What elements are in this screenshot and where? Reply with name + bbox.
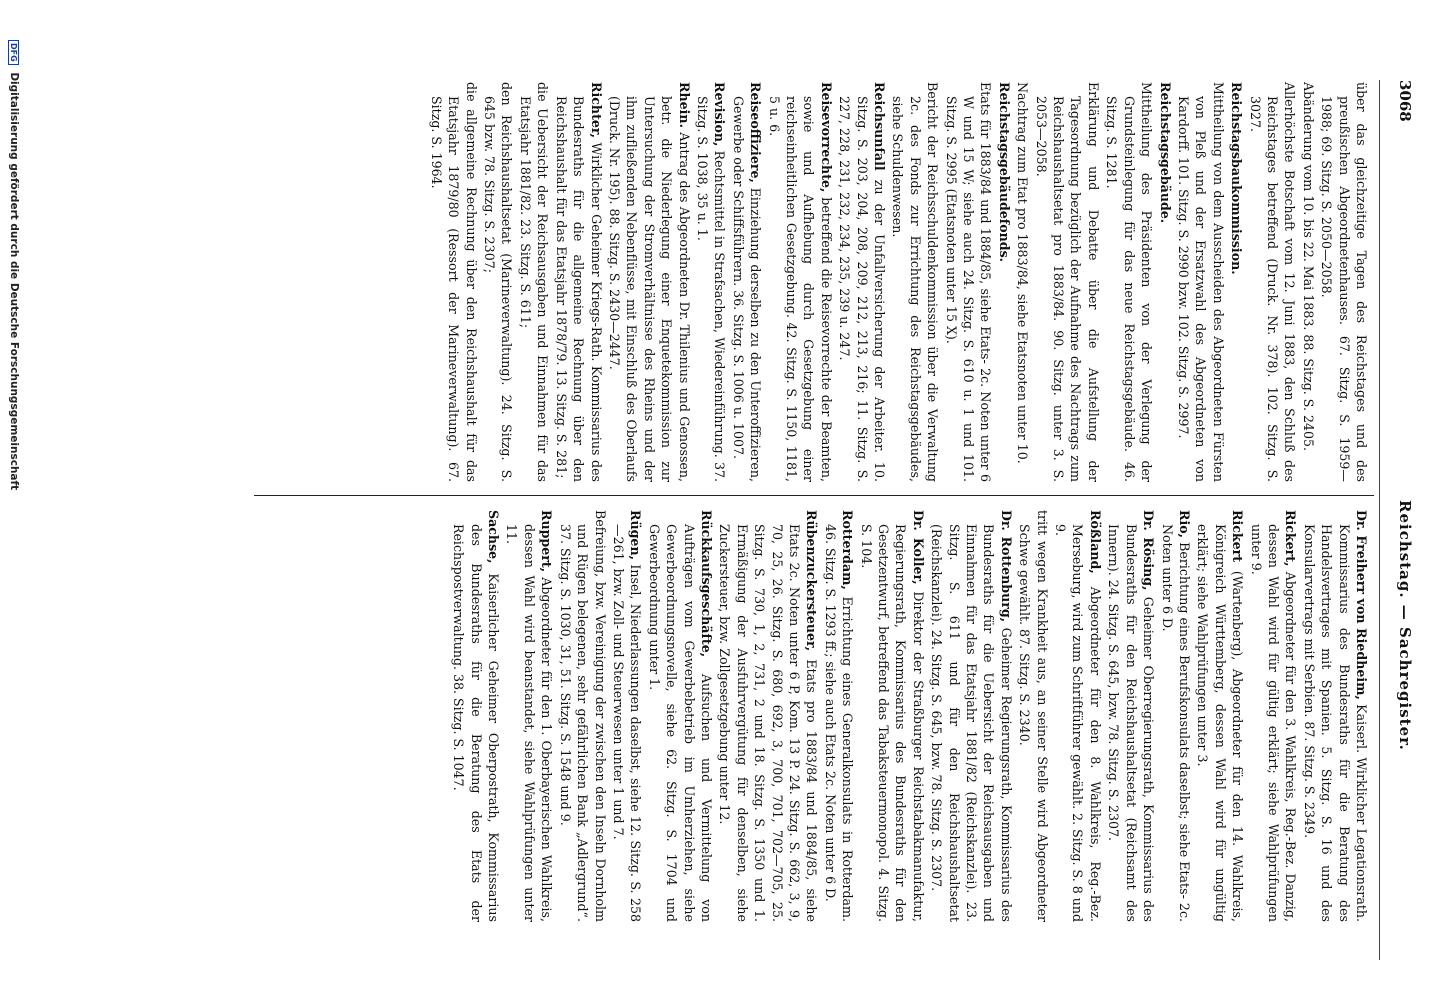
index-entry-head: Reiseoffiziere,	[748, 82, 764, 183]
left-column	[426, 82, 1370, 482]
index-entry-head: Revision,	[712, 82, 728, 147]
index-entry-head: Rückkaufsgeschäfte,	[698, 510, 714, 658]
index-entry-head: Rickert,	[1283, 510, 1299, 567]
index-entry-head: Dr. Rottenburg,	[998, 510, 1014, 623]
running-title: Reichstag. — Sachregister.	[1396, 500, 1414, 751]
index-entry-head: Ruppert,	[539, 510, 555, 573]
index-entry	[1318, 82, 1370, 482]
index-entry-text: Allerhöchste Botschaft vom 12. Juni 1883, den Schluß des Reichstages betreffend (Druck. Nr. 378). 102. Sitzg. S. 3027.	[1247, 82, 1298, 482]
index-entry-head: Dr. Koller,	[910, 510, 926, 585]
index-entry	[765, 82, 835, 482]
index-entry	[450, 510, 502, 922]
index-entry-head: Sachse,	[486, 510, 502, 564]
index-entry	[517, 82, 552, 482]
digitization-stamp	[8, 40, 20, 490]
right-column	[449, 510, 1370, 922]
index-entry	[857, 510, 927, 922]
index-entry-text: Aufsuchen und Vermittelung von Aufträgen vom Gewerbebetrieb im Umherziehen, siehe Gewerbeordnungsnovelle, siehe 62. Sitzg. S. 1704 und Gewerbeordnung unter 1.	[646, 524, 714, 922]
index-entry-text: Befreiung, bzw. Vereinigung der zwischen den Inseln Dornholm und Rügen belegenen, sehr gefährlichen Bank „Adlergrund“. 37. Sitzg. S. 1030, 31, 51. Sitzg. S. 1548 und 9.	[557, 510, 608, 922]
index-entry	[552, 82, 604, 482]
index-entry	[928, 510, 1015, 922]
index-entry-text: Etats pro 1883/84 und 1884/85, siehe Etats 2c. Noten unter 6 P, Kom. 13 P. 24. Sitzg. S. 662, 3, 9, 70, 25, 26. Sitzg. S. 680, 692, 3, 700, 701, 702—705, 25. Sitzg. S. 730, 1, 2, 731, 2 und 18. Sitzg. S. 1350 und 1. Ermäßigung der Ausfuhrvergütung für denselben, siehe Zuckersteuer, bzw. Zollgesetzgebung unter 12.	[717, 524, 820, 922]
index-entry-text: Geheimer Oberregierungsrath, Kommissarius des Bundesraths für den Reichshaushaltsetat (Reichsamt des Innern). 24. Sitzg. S. 645, bzw. 78. Sitzg. S. 2307.	[1106, 524, 1157, 922]
index-entry-text: Kaiserl. Wirklicher Legationsrath. Kommissarius des Bundesraths für die Beratung des Handelsvertrages mit Spanien. 5. Sitzg. S. 16 und des Konsularvertrags mit Serbien. 87. Sitzg. S. 2349.	[1301, 524, 1369, 922]
index-entry-head: Reichstagsgebäude.	[1157, 82, 1173, 224]
index-entry-text: Kaiserlicher Geheimer Oberpostrath, Kommissarius des Bundesraths für die Beratung des Etats der Reichspostverwaltung. 38. Sitzg. S. 1047.	[451, 524, 502, 922]
index-entry-head: Reichstagsbaukommission.	[1229, 82, 1245, 275]
index-entry-text: Nachtrag zum Etat pro 1883/84, siehe Etatsnoten unter 10.	[1015, 82, 1031, 464]
index-entry-text: Mittheilung des Präsidenten von der Verlegung der Grundsteinlegung für das neue Reichstagsgebäude. 46. Sitzg. S. 1281.	[1104, 82, 1155, 482]
index-entry	[1299, 82, 1316, 482]
index-entry	[1194, 510, 1246, 922]
index-entry-head: Rübenzuckersteuer,	[804, 510, 820, 652]
index-entry	[716, 510, 820, 922]
index-entry-text: die allgemeine Rechnung über den Reichshaushalt für das Etatsjahr 1879/80 (Ressort der Marineverwaltung). 67. Sitzg. S. 1964.	[428, 82, 479, 482]
dfg-logo: DFG	[8, 40, 19, 65]
index-entry-text: den Reichshaushaltsetat (Marineverwaltung). 24. Sitzg. S. 645 bzw. 78. Sitzg. S. 2307;	[482, 82, 515, 482]
index-entry-text: betreffend die Reisevorrechte der Beamten, sowie und Aufhebung durch Gesetzgebung einer reichseinheitlichen Gesetzgebung. 42. Sitzg. S. 1150, 1181, 5 u. 6.	[766, 96, 834, 482]
index-entry	[995, 82, 1012, 482]
index-entry-text: Einziehung derselben zu den Unteroffizieren, Gewerbe oder Schiffsführern. 36. Sitzg. S. 1006 u. 1007.	[730, 96, 764, 482]
index-entry	[1156, 82, 1173, 482]
index-entry	[1158, 510, 1193, 922]
index-entry-text: zu der Unfallversicherung der Arbeiter. 10. Sitzg. S. 203, 204, 208, 209, 212, 213, 216; 11. Sitzg. S. 227, 228, 231, 232, 234, 235, 239 u. 247.	[837, 96, 888, 482]
index-entry	[1014, 82, 1031, 482]
index-entry-text: Geheimer Regierungsrath, Kommissarius des Bundesraths für die Uebersicht der Reichsausgaben und Einnahmen für das Etatsjahr 1881/82 (Reichskanzlei). 23. Sitzg. S. 611 und für den Reichshaushaltsetat (Reichskanzlei). 24. Sitzg. S. 645, bzw. 78. Sitzg. S. 2307.	[929, 524, 1014, 922]
index-entry	[1228, 82, 1245, 482]
index-entry	[427, 82, 479, 482]
index-entry	[1052, 510, 1104, 922]
index-entry	[836, 82, 888, 482]
index-entry-text: Abgeordneter für den 8. Wahlkreis, Reg.-Bez. Merseburg, wird zum Schriftführer gewählt. 2. Sitzg. S. 8 und 9.	[1053, 524, 1103, 923]
index-entry-head: Reisevorrechte,	[818, 82, 834, 193]
index-entry-text: Direktor der Straßburger Reichstabakmanufaktur, Regierungsrath, Kommissarius des Bundesraths für den Gesetzentwurf, betreffend das Tabaksteuermonopol. 4. Sitzg. S. 104.	[858, 524, 926, 923]
index-entry	[1105, 510, 1157, 922]
index-entry-text: die Uebersicht der Reichsausgaben und Einnahmen für das Etatsjahr 1881/82. 23. Sitzg. S. 611;	[517, 82, 551, 482]
index-entry	[606, 82, 693, 482]
index-entry-head: Rügen,	[628, 510, 644, 560]
index-entry-head: Reichstagsgebäudefonds.	[996, 82, 1012, 263]
index-entry-head: Reichsunfall	[872, 82, 888, 171]
header-rule	[1379, 80, 1380, 960]
page-number: 3068	[1396, 80, 1414, 122]
index-entry	[694, 82, 729, 482]
index-entry	[556, 510, 608, 922]
index-entry-text: Bericht der Reichsschuldenkommission über die Verwaltung 2c. des Fonds zur Errichtung des Reichstagsgebäudes, siehe Schuldenwesen.	[890, 82, 941, 482]
digitization-notice: Digitalisierung gefördert durch die Deutsche Forschungsgemeinschaft	[8, 72, 20, 491]
index-entry-text: Abgeordneter für den 3. Wahlkreis, Reg.-Bez. Danzig, dessen Wahl wird für gültig erklärt; siehe Wahlprüfungen unter 9.	[1248, 524, 1299, 922]
index-entry-text: Abgeordneter für den 1. Oberbayerischen Wahlkreis, dessen Wahl wird beanstandet, siehe Wahlprüfungen unter 11.	[504, 524, 555, 922]
index-entry-text: Errichtung eines Generalkonsulats in Rotterdam. 46. Sitzg. S. 1293 ff.; siehe auch Etats 2c. Noten unter 6 D.	[822, 524, 856, 922]
index-entry	[1175, 82, 1227, 482]
index-entry	[645, 510, 715, 922]
index-entry-head: Richter,	[588, 82, 604, 139]
index-entry-text: tritt wegen Krankheit aus, an seiner Stelle wird Abgeordneter Schwe gewählt. 87. Sitzg. S. 2340.	[1017, 510, 1050, 922]
index-entry-text: Antrag des Abgeordneten Dr. Thilenius und Genossen, betr. die Niederlegung einer Enquetekommission zur Untersuchung der Stromverhältnisse des Rheins und der ihm zufließenden Nebenflüsse, mit Einschluß des Oberlaufs (Druck. Nr. 195). 88. Sitzg. S. 2430—2447.	[606, 96, 692, 482]
index-entry-text: Insel, Niederlassungen daselbst, siehe 12. Sitzg. S. 258—261, bzw. Zoll- und Steuerwesen unter 1 und 7.	[610, 524, 644, 922]
index-entry	[1300, 510, 1370, 922]
index-entry	[1247, 510, 1299, 922]
index-entry-text: über das gleichzeitige Tagen des Reichstages und des preußischen Abgeordnetenhauses. 67. Sitzg. S. 1959—1988; 69. Sitzg. S. 2050—2058.	[1319, 82, 1369, 482]
index-entry	[821, 510, 856, 922]
index-entry-head: Dr. Freiherr von Riedheim,	[1354, 510, 1369, 700]
index-entry-text: Wirklicher Geheimer Kriegs-Rath. Kommissarius des Bundesraths für die allgemeine Rechnung über den Reichshaushalt für das Etatsjahr 1878/79. 13. Sitzg. S. 281;	[553, 96, 604, 482]
index-entry-text: Mittheilung von dem Ausscheiden des Abgeordneten Fürsten von Pleß und der Ersatzwahl des Abgeordneten von Kardorff. 101. Sitzg. S. 2990 bzw. 102. Sitzg. S. 2997.	[1175, 82, 1226, 482]
index-entry-text: Etats für 1883/84 und 1884/85, siehe Etats- 2c. Noten unter 6 W und 15 W; siehe auch 24. Sitzg. S. 610 u. 1 und 101. Sitzg. S. 2995 (Etatsnoten unter 15 X).	[943, 82, 994, 482]
index-entry	[1032, 82, 1102, 482]
index-entry	[942, 82, 994, 482]
index-entry	[1016, 510, 1051, 922]
index-entry-text: Abänderung vom 10. bis 22. Mai 1883. 88. Sitzg. S. 2405.	[1300, 82, 1316, 452]
index-entry-head: Rickert	[1230, 510, 1246, 563]
column-divider	[254, 495, 1374, 496]
index-entry-head: Dr. Rösing,	[1141, 510, 1157, 591]
index-entry	[889, 82, 941, 482]
index-entry	[1246, 82, 1298, 482]
index-entry-text: Erklärung und Debatte über die Aufstellung der Tagesordnung bezüglich der Aufnahme des Nachtrags zum Reichshaushaltsetat pro 1883/84. 90. Sitzg. unter 3. S. 2053—2058.	[1033, 82, 1101, 482]
index-entry-head: Rio,	[1176, 510, 1192, 539]
index-entry	[503, 510, 555, 922]
index-entry	[1103, 82, 1155, 482]
index-entry	[481, 82, 516, 482]
index-entry-text: Berichtung eines Berufskonsulats daselbst; siehe Etats- 2c. Noten unter 6 D.	[1159, 524, 1192, 922]
index-entry-head: Rotterdam,	[840, 510, 856, 590]
index-entry-head: Rößland,	[1087, 510, 1103, 574]
index-entry	[729, 82, 764, 482]
index-entry-text: (Wartenberg), Abgeordneter für den 14. Wahlkreis, Königreich Württemberg, dessen Wahl wird für ungültig erklärt; siehe Wahlprüfungen unter 3.	[1195, 524, 1246, 922]
index-entry-text: Rechtsmittel in Strafsachen, Wiedereinführung. 37. Sitzg. S. 1038, 35 u. 1.	[694, 96, 728, 482]
index-entry	[610, 510, 645, 922]
running-head	[1386, 80, 1414, 960]
index-entry-head: Rhein.	[676, 82, 692, 128]
